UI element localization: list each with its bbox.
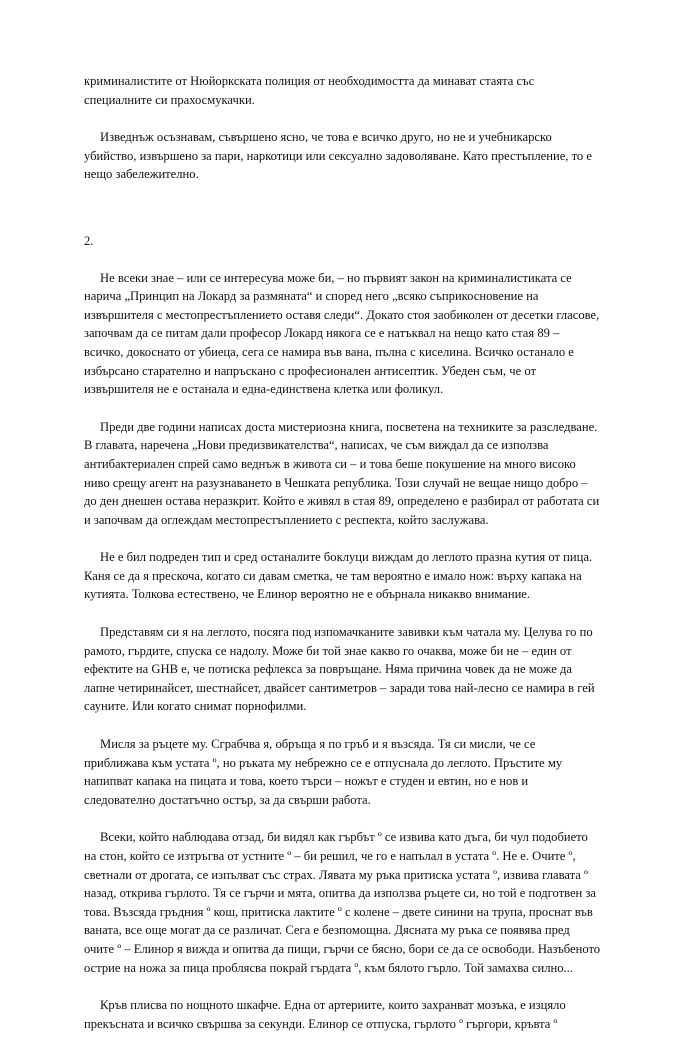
text-line: лапне четиринайсет, шестнайсет, двайсет сантиметров – заради това най-лесно се намира в гей: [84, 680, 595, 695]
text-line: назад, открива гърлото. Тя се гърчи и мята, опитва да използва ръцете си, но той е подготвен за: [84, 886, 597, 901]
text-line: извършителя не е останала и една-единствена клетка или фоликул.: [84, 382, 444, 397]
text-line: нещо забележително.: [84, 167, 199, 182]
text-line: Изведнъж осъзнавам, съвършено ясно, че това е всичко друго, но не и учебникарско: [100, 130, 552, 145]
text-line: нарича „Принцип на Локард за размяната“ и според него „всяко съприкосновение на: [84, 289, 539, 304]
text-line: ефектите на GHB е, че потиска рефлекса за повръщане. Няма причина човек да не може да: [84, 662, 572, 677]
text-line: очите º – Елинор я вижда и опитва да пищи, гърчи се бясно, бори се да се освободи. Назъбеното: [84, 941, 601, 956]
paragraph: [84, 828, 616, 977]
text-line: рамото, гърдите, спуска се надолу. Може би той знае какво го очаква, може би не – един от: [84, 643, 572, 658]
text-line: Не е бил подреден тип и сред останалите боклуци виждам до леглото празна кутия от пица.: [100, 550, 593, 565]
text-line: острие на ножа за пица проблясва покрай гърдата º, към бялото гърло. Той замахва силно...: [84, 960, 573, 975]
text-line: Каня се да я прескоча, когато си давам сметка, че там вероятно е имало нож: върху капака на: [84, 568, 582, 583]
text-line: до ден днешен остава неразкрит. Който е живял в стая 89, определено е разбирал от работата си: [84, 494, 600, 509]
text-line: специалните си прахосмукачки.: [84, 92, 255, 107]
text-line: напипват капака на пицата и това, което търси – ножът е студен и евтин, но е нов и: [84, 774, 529, 789]
text-line: Кръв плисва по нощното шкафче. Една от артериите, които захранват мозъка, е изцяло: [100, 998, 566, 1013]
text-line: и започвам да оглеждам местопрестъплението с респекта, който заслужава.: [84, 512, 489, 527]
text-line: антибактериален спрей само веднъж в живота си – и това беше покушение на много високо: [84, 456, 576, 471]
text-line: кутията. Толкова естествено, че Елинор вероятно не е обърнала никакво внимание.: [84, 587, 531, 602]
text-line: на стон, който се изтръгва от устните º – би решил, че го е напълал в устата º. Не е. Очите º,: [84, 849, 576, 863]
text-line: избърсано старателно и напръскано с професионален антисептик. Убеден съм, че от: [84, 363, 537, 378]
paragraph: [84, 72, 616, 109]
text-line: Представям си я на леглото, посяга под изпомачканите завивки към чатала му. Целува го по: [100, 625, 593, 640]
text-line: убийство, извършено за пари, наркотици или сексуално задоволяване. Като престъпление, то е: [84, 148, 592, 163]
section-number: 2.: [84, 233, 94, 248]
text-line: започвам да се питам дали професор Локард някога се е натъквал на нещо като стая 89 –: [84, 326, 560, 341]
text-line: извършителя с местопрестъплението оставя следи“. Докато стоя заобиколен от десетки гласове,: [84, 307, 600, 322]
paragraph: [84, 269, 616, 399]
text-line: криминалистите от Нюйоркската полиция от необходимостта да минават стаята със: [84, 74, 535, 88]
paragraph: [84, 996, 616, 1033]
text-line: В главата, наречена „Нови предизвикателства“, написах, че съм виждал да се използва: [84, 438, 549, 453]
paragraph: [84, 128, 616, 184]
text-line: Преди две години написах доста мистериозна книга, посветена на техниките за разследване.: [100, 419, 598, 434]
text-line: следователно достатъчно остър, за да свърши работа.: [84, 792, 371, 807]
text-line: приближава към устата º, но ръката му небрежно се е отпуснала до леглото. Пръстите му: [84, 755, 563, 770]
text-line: светнали от дрогата, се изпълват със страх. Лявата му ръка притиска устата º, извива главата º: [84, 867, 588, 882]
paragraph: [84, 623, 616, 716]
text-line: Всеки, който наблюдава отзад, би видял как гърбът º се извива като дъга, би чул подобието: [100, 830, 588, 845]
text-line: всичко, докоснато от убиеца, сега се намира във вана, пълна с киселина. Всичко останало е: [84, 344, 574, 359]
text-line: ниво срещу агент на разузнаването в Чешката република. Този случай не вещае нищо добро –: [84, 475, 588, 490]
text-line: сауните. Или когато снимат порнофилми.: [84, 699, 307, 714]
document-page: [84, 72, 616, 1052]
text-line: прекъсната и всичко свършва за секунди. Елинор се отпуска, гърлото º гъргори, кръвта º: [84, 1016, 558, 1031]
paragraph: [84, 418, 616, 530]
text-line: това. Възсяда гръдния º кош, притиска лактите º с колене – двете синини на трупа, проснат във: [84, 904, 593, 919]
text-line: Мисля за ръцете му. Сграбчва я, обръща я по гръб и я възсяда. Тя си мисли, че се: [100, 737, 536, 752]
text-line: Не всеки знае – или се интересува може би, – но първият закон на криминалистиката се: [100, 270, 572, 285]
paragraph: [84, 548, 616, 604]
text-line: ваната, все още могат да се различат. Сега е безпомощна. Дясната му ръка се появява пред: [84, 923, 570, 938]
paragraph: [84, 735, 616, 809]
